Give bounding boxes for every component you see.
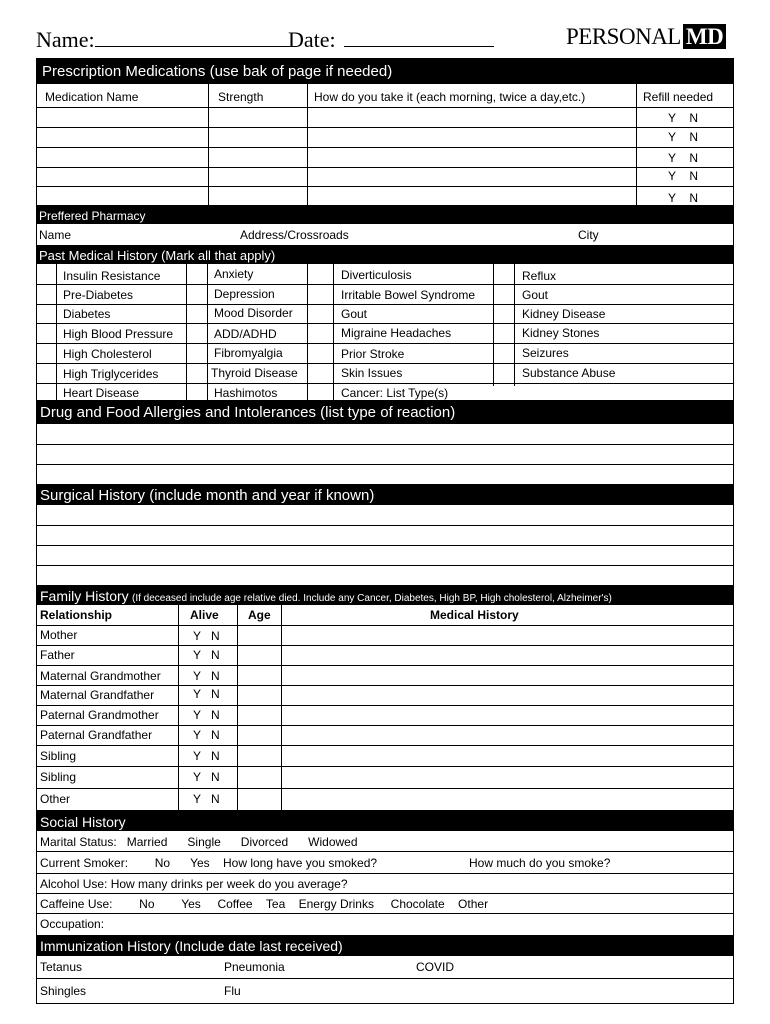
allergies-header: Drug and Food Allergies and Intolerances (list type of reaction) bbox=[36, 401, 734, 424]
history-item[interactable]: Hashimotos bbox=[214, 386, 278, 400]
alcohol-row[interactable]: Alcohol Use: How many drinks per week do you average? bbox=[40, 877, 348, 891]
pharmacy-address-label: Address/Crossroads bbox=[240, 228, 349, 242]
date-field[interactable] bbox=[288, 27, 494, 51]
pharmacy-header: Preffered Pharmacy bbox=[36, 206, 734, 224]
immunization-block bbox=[36, 956, 734, 1004]
immunization-pneumonia[interactable]: Pneumonia bbox=[224, 960, 285, 974]
logo-md-box: MD bbox=[683, 24, 726, 49]
history-item[interactable]: Gout bbox=[341, 307, 368, 321]
col-relationship: Relationship bbox=[40, 608, 113, 622]
history-item[interactable]: Anxiety bbox=[214, 267, 254, 281]
history-item[interactable]: Fibromyalgia bbox=[214, 346, 283, 360]
family-relation: Other bbox=[40, 792, 71, 806]
history-item[interactable]: Heart Disease bbox=[63, 386, 140, 400]
logo-text: PERSONAL bbox=[566, 24, 681, 49]
col-medical-history: Medical History bbox=[430, 608, 519, 622]
family-relation: Mother bbox=[40, 628, 78, 642]
immunization-flu[interactable]: Flu bbox=[224, 984, 241, 998]
allergies-lines[interactable] bbox=[36, 424, 734, 484]
history-item[interactable]: Migraine Headaches bbox=[341, 326, 452, 340]
caffeine-row[interactable]: Caffeine Use: No Yes Coffee Tea Energy Drinks Chocolate Other bbox=[40, 897, 489, 911]
name-label: Name: bbox=[36, 27, 95, 52]
history-item[interactable]: Mood Disorder bbox=[214, 306, 293, 320]
date-label: Date: bbox=[288, 27, 336, 52]
family-relation: Sibling bbox=[40, 770, 77, 784]
smoke-how-much[interactable]: How much do you smoke? bbox=[469, 856, 611, 870]
smoker-row[interactable]: Current Smoker: No Yes How long have you smoked? bbox=[40, 856, 378, 870]
family-relation: Father bbox=[40, 648, 75, 662]
alive-y-n[interactable]: Y N bbox=[193, 728, 220, 742]
history-item[interactable]: Diverticulosis bbox=[341, 268, 412, 282]
history-item[interactable]: Diabetes bbox=[63, 307, 111, 321]
history-item[interactable]: Kidney Disease bbox=[522, 307, 606, 321]
history-item[interactable]: Reflux bbox=[522, 269, 557, 283]
col-medication-name: Medication Name bbox=[45, 90, 139, 104]
refill-y-n-row-2[interactable]: Y N bbox=[668, 130, 699, 144]
family-header bbox=[36, 585, 734, 605]
history-item[interactable]: Kidney Stones bbox=[522, 326, 600, 340]
family-relation: Maternal Grandmother bbox=[40, 669, 161, 683]
refill-y-n-row-4[interactable]: Y N bbox=[668, 169, 699, 183]
history-item[interactable]: Prior Stroke bbox=[341, 347, 405, 361]
history-item[interactable]: Irritable Bowel Syndrome bbox=[341, 288, 476, 302]
alive-y-n[interactable]: Y N bbox=[193, 708, 220, 722]
immunization-header: Immunization History (Include date last received) bbox=[36, 935, 734, 956]
alive-y-n[interactable]: Y N bbox=[193, 770, 220, 784]
col-alive: Alive bbox=[190, 608, 219, 622]
col-age: Age bbox=[248, 608, 271, 622]
surgical-header: Surgical History (include month and year if known) bbox=[36, 484, 734, 505]
col-strength: Strength bbox=[218, 90, 264, 104]
prescriptions-header: Prescription Medications (use bak of page if needed) bbox=[36, 58, 734, 84]
alive-y-n[interactable]: Y N bbox=[193, 749, 220, 763]
alive-y-n[interactable]: Y N bbox=[193, 629, 220, 643]
pharmacy-name-label: Name bbox=[39, 228, 72, 242]
social-header: Social History bbox=[36, 811, 734, 831]
refill-y-n-row-3[interactable]: Y N bbox=[668, 151, 699, 165]
history-item[interactable]: Substance Abuse bbox=[522, 366, 616, 380]
col-refill: Refill needed bbox=[643, 90, 714, 104]
history-item[interactable]: Pre-Diabetes bbox=[63, 288, 134, 302]
family-relation: Maternal Grandfather bbox=[40, 688, 155, 702]
alive-y-n[interactable]: Y N bbox=[193, 669, 220, 683]
occupation-row[interactable]: Occupation: bbox=[40, 917, 105, 931]
logo bbox=[566, 24, 726, 49]
history-item[interactable]: Cancer: List Type(s) bbox=[341, 386, 449, 400]
immunization-shingles[interactable]: Shingles bbox=[40, 984, 87, 998]
alive-y-n[interactable]: Y N bbox=[193, 648, 220, 662]
pharmacy-city-label: City bbox=[578, 228, 599, 242]
refill-y-n-row-5[interactable]: Y N bbox=[668, 191, 699, 205]
refill-y-n-row-1[interactable]: Y N bbox=[668, 111, 699, 125]
alive-y-n[interactable]: Y N bbox=[193, 687, 220, 701]
family-relation: Paternal Grandfather bbox=[40, 728, 153, 742]
history-item[interactable]: Insulin Resistance bbox=[63, 269, 161, 283]
history-item[interactable]: High Blood Pressure bbox=[63, 327, 174, 341]
marital-status-row[interactable]: Marital Status: Married Single Divorced Widowed bbox=[40, 835, 358, 849]
family-relation: Paternal Grandmother bbox=[40, 708, 159, 722]
history-item[interactable]: Gout bbox=[522, 288, 549, 302]
history-item[interactable]: Skin Issues bbox=[341, 366, 403, 380]
pharmacy-row[interactable] bbox=[36, 224, 734, 245]
family-relation: Sibling bbox=[40, 749, 77, 763]
col-how-taken: How do you take it (each morning, twice a day,etc.) bbox=[314, 90, 586, 104]
immunization-tetanus[interactable]: Tetanus bbox=[40, 960, 83, 974]
past-history-header: Past Medical History (Mark all that apply) bbox=[36, 245, 734, 264]
history-item[interactable]: Depression bbox=[214, 287, 275, 301]
history-item[interactable]: Seizures bbox=[522, 346, 569, 360]
history-item[interactable]: Thyroid Disease bbox=[211, 366, 298, 380]
history-item[interactable]: High Cholesterol bbox=[63, 347, 152, 361]
name-field[interactable] bbox=[36, 27, 290, 51]
history-item[interactable]: ADD/ADHD bbox=[214, 327, 277, 341]
immunization-covid[interactable]: COVID bbox=[416, 960, 455, 974]
family-title: Family History bbox=[40, 588, 129, 604]
family-subtitle: (If deceased include age relative died. Include any Cancer, Diabetes, High BP, High cholesterol, Alzheimer's) bbox=[132, 593, 612, 604]
history-item[interactable]: High Triglycerides bbox=[63, 367, 159, 381]
alive-y-n[interactable]: Y N bbox=[193, 792, 220, 806]
